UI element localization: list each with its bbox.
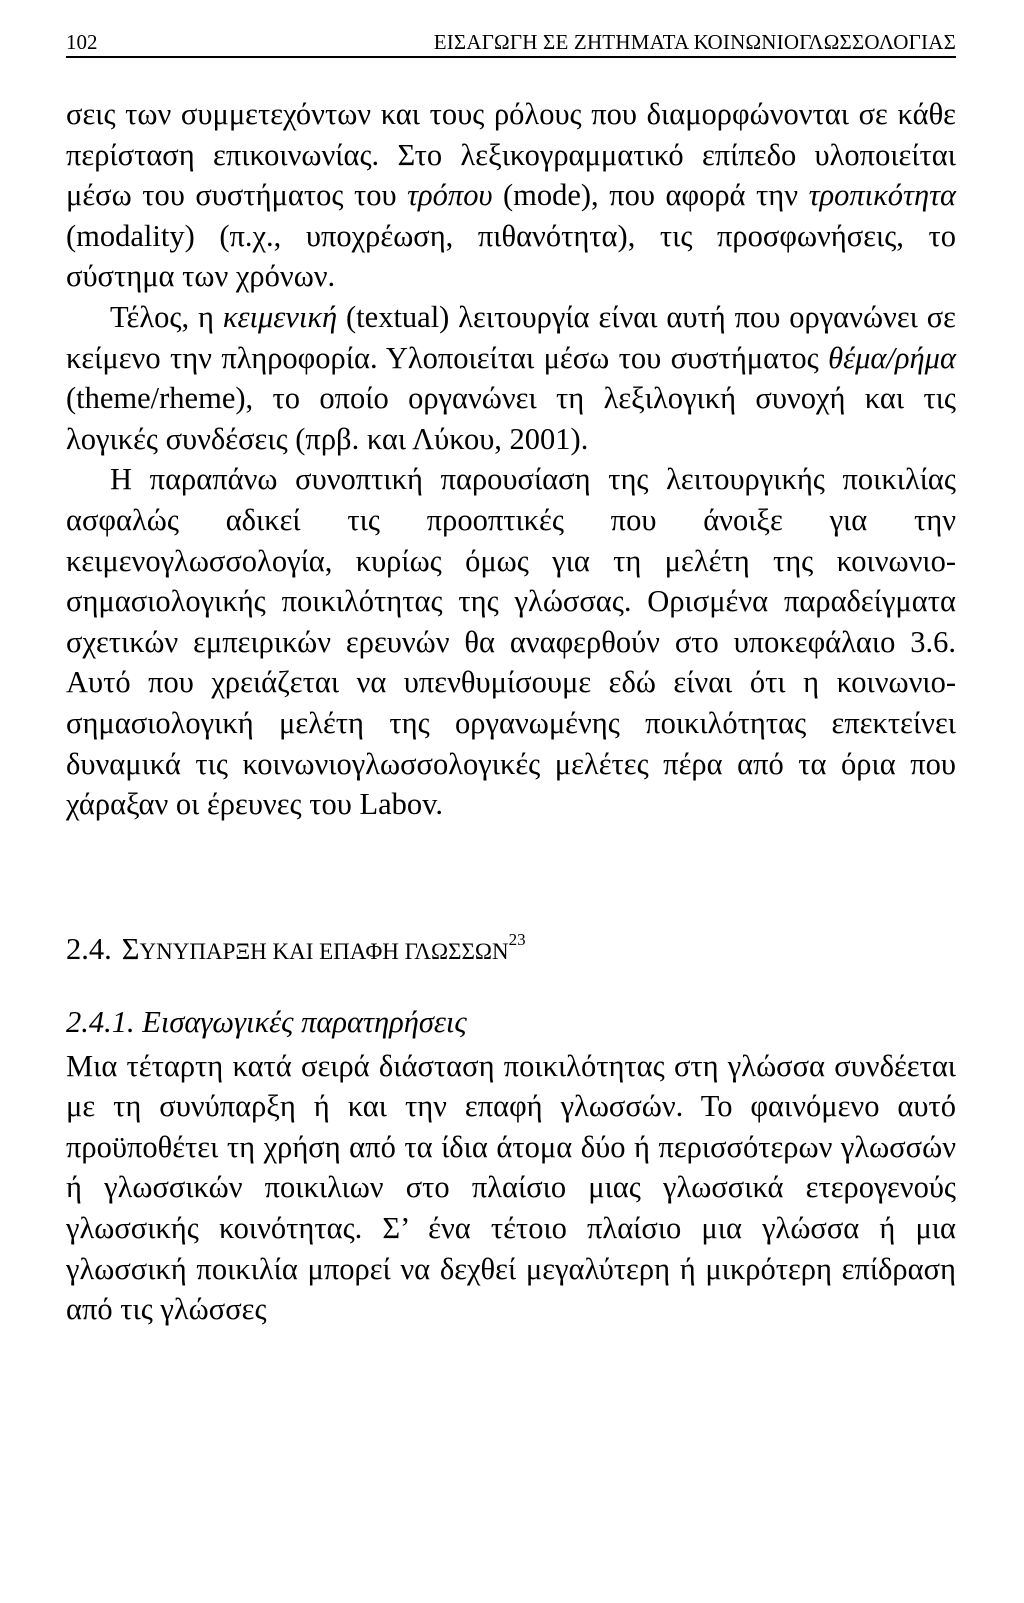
- paragraph-3: Η παραπάνω συνοπτική παρουσίαση της λειτουργικής ποικιλίας ασφαλώς αδικεί τις προοπτικές που άνοιξε για την κειμενογλωσσολογία, κυρίως όμως για τη μελέτη της κοινωνιο-σημασιολογικής ποικιλότητας της γλώσσας. Ορισμένα παραδείγματα σχετικών εμπειρικών ερευνών θα αναφερθούν στο υποκεφάλαιο 3.6. Αυτό που χρειάζεται να υπενθυμίσουμε εδώ είναι ότι η κοινωνιο-σημασιολογική μελέτη της οργανωμένης ποικιλότητας επεκτείνει δυναμικά τις κοινωνιογλωσσολογικές μελέτες πέρα από τα όρια που χάραξαν οι έρευνες του Labov.: [66, 462, 956, 822]
- section-title-rest: ΥΝΥΠΑΡΞΗ ΚΑΙ ΕΠΑΦΗ ΓΛΩΣΣΩΝ: [139, 938, 509, 964]
- section-number: 2.4.: [66, 931, 112, 966]
- paragraph-1-text-a: σεις των συμμετεχόντων και τους ρόλους που διαμορφώνονται σε κάθε περίσταση επικοινωνίας. Στο λεξικογραμματικό επίπεδο υλοποιείται μέσω του συστήματος του: [66, 97, 956, 213]
- paragraph-2-text-b: (textual) λειτουργία είναι αυτή που οργανώνει σε κείμενο την πληροφορία. Υλοποιείται μέσω του συστήματος: [66, 299, 956, 375]
- section-title-initial: Σ: [121, 931, 140, 966]
- paragraph-1-text-b: (mode), που αφορά την: [492, 178, 809, 213]
- subsection-heading: [66, 1002, 956, 1042]
- subsection-number: 2.4.1.: [66, 1004, 135, 1039]
- paragraph-4: Μια τέταρτη κατά σειρά διάσταση ποικιλότητας στη γλώσσα συνδέεται με τη συνύπαρξη ή και την επαφή γλωσσών. Το φαινόμενο αυτό προϋποθέτει τη χρήση από τα ίδια άτομα δύο ή περισσότερων γλωσσών ή γλωσσικών ποικιλιων στο πλαίσιο μιας γλωσσικά ετερογενούς γλωσσικής κοινότητας. Σ’ ένα τέτοιο πλαίσιο μια γλώσσα ή μια γλωσσική ποικιλία μπορεί να δεχθεί μεγαλύτερη ή μικρότερη επίδραση από τις γλώσσες: [66, 1048, 956, 1327]
- main-text: [66, 94, 956, 825]
- section-heading: [66, 929, 956, 972]
- term-mode: τρόπου: [407, 178, 493, 213]
- book-page: [66, 30, 956, 1330]
- page-number: 102: [66, 30, 98, 54]
- running-title: ΕΙΣΑΓΩΓΗ ΣΕ ΖΗΤΗΜΑΤΑ ΚΟΙΝΩΝΙΟΓΛΩΣΣΟΛΟΓΙΑΣ: [433, 30, 956, 54]
- running-head: [66, 30, 956, 58]
- term-modality: τροπικότητα: [808, 178, 956, 213]
- paragraph-2-text-c: (theme/rheme), το οποίο οργανώνει τη λεξιλογική συνοχή και τις λογικές συνδέσεις (πρβ. και Λύκου, 2001).: [66, 381, 956, 456]
- term-theme-rheme: θέμα/ρήμα: [828, 340, 956, 375]
- paragraph-1: [66, 94, 956, 297]
- paragraph-1-text-c: (modality) (π.χ., υποχρέωση, πιθανότητα), τις προσφωνήσεις, το σύστημα των χρόνων.: [66, 218, 956, 294]
- paragraph-2: [66, 297, 956, 459]
- paragraph-2-text-a: Τέλος, η: [110, 299, 223, 334]
- subsection-title: Εισαγωγικές παρατηρήσεις: [142, 1004, 467, 1039]
- footnote-reference[interactable]: 23: [508, 929, 526, 949]
- section-text: [66, 1046, 956, 1330]
- term-textual: κειμενική: [222, 299, 338, 334]
